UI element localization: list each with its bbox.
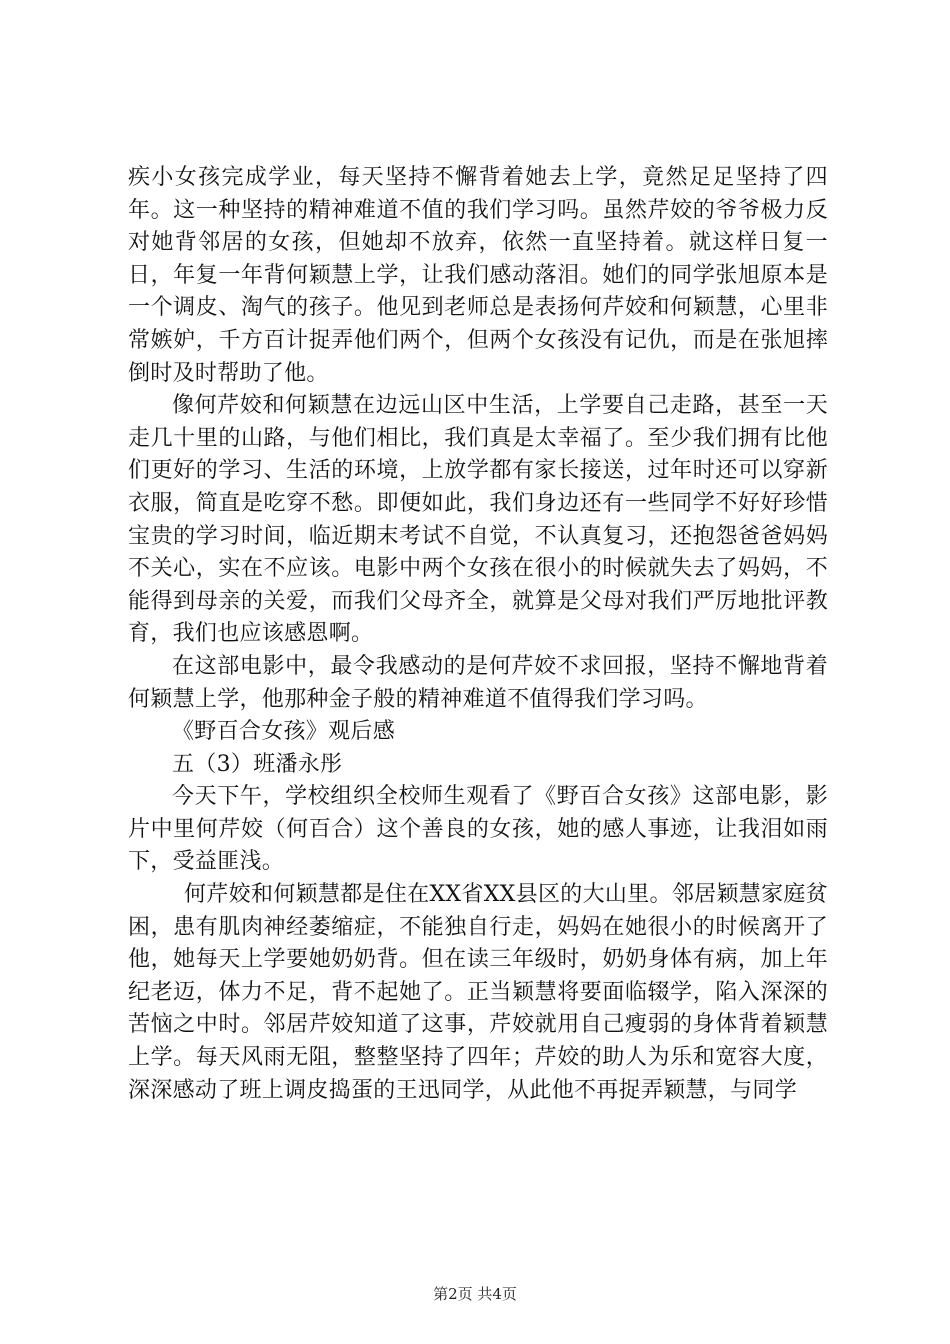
essay-title: 《野百合女孩》观后感 [172,719,396,745]
page-number-footer: 第2页 共4页 [433,1285,517,1303]
body-paragraph: 像何芹姣和何颖慧在边远山区中生活，上学要自己走路，甚至一天走几十里的山路，与他们相比，我们真是太幸福了。至少我们拥有比他们更好的学习、生活的环境，上放学都有家长接送，过年时还可以穿新衣服，简直是吃穿不愁。即便如此，我们身边还有一些同学不好好珍惜宝贵的学习时间，临近期末考试不自觉，不认真复习，还抱怨爸爸妈妈不关心，实在不应该。电影中两个女孩在很小的时候就失去了妈妈，不能得到母亲的关爱，而我们父母齐全，就算是父母对我们严厉地批评教育，我们也应该感恩啊。 [128,393,828,647]
body-paragraph: 疾小女孩完成学业，每天坚持不懈背着她去上学，竟然足足坚持了四年。这一种坚持的精神难道不值的我们学习吗。虽然芹姣的爷爷极力反对她背邻居的女孩，但她却不放弃，依然一直坚持着。就这样日复一日，年复一年背何颖慧上学，让我们感动落泪。她们的同学张旭原本是一个调皮、淘气的孩子。他见到老师总是表扬何芹姣和何颖慧，心里非常嫉妒，千方百计捉弄他们两个，但两个女孩没有记仇，而是在张旭摔倒时及时帮助了他。 [128,165,828,386]
body-paragraph: 在这部电影中，最令我感动的是何芹姣不求回报，坚持不懈地背着何颖慧上学，他那种金子般的精神难道不值得我们学习吗。 [128,653,828,712]
body-paragraph: 今天下午，学校组织全校师生观看了《野百合女孩》这部电影，影片中里何芹姣（何百合）这个善良的女孩，她的感人事迹，让我泪如雨下，受益匪浅。 [128,784,828,875]
document-body [128,162,828,1107]
essay-author: 五（3）班潘永彤 [172,751,343,777]
body-paragraph: 何芹姣和何颖慧都是住在XX省XX县区的大山里。邻居颖慧家庭贫困，患有肌肉神经萎缩症，不能独自行走，妈妈在她很小的时候离开了他，她每天上学要她奶奶背。但在读三年级时，奶奶身体有病，加上年纪老迈，体力不足，背不起她了。正当颖慧将要面临辍学，陷入深深的苦恼之中时。邻居芹姣知道了这事，芹姣就用自己瘦弱的身体背着颖慧上学。每天风雨无阻，整整坚持了四年；芹姣的助人为乐和宽容大度，深深感动了班上调皮捣蛋的王迅同学，从此他不再捉弄颖慧，与同学 [128,882,828,1103]
